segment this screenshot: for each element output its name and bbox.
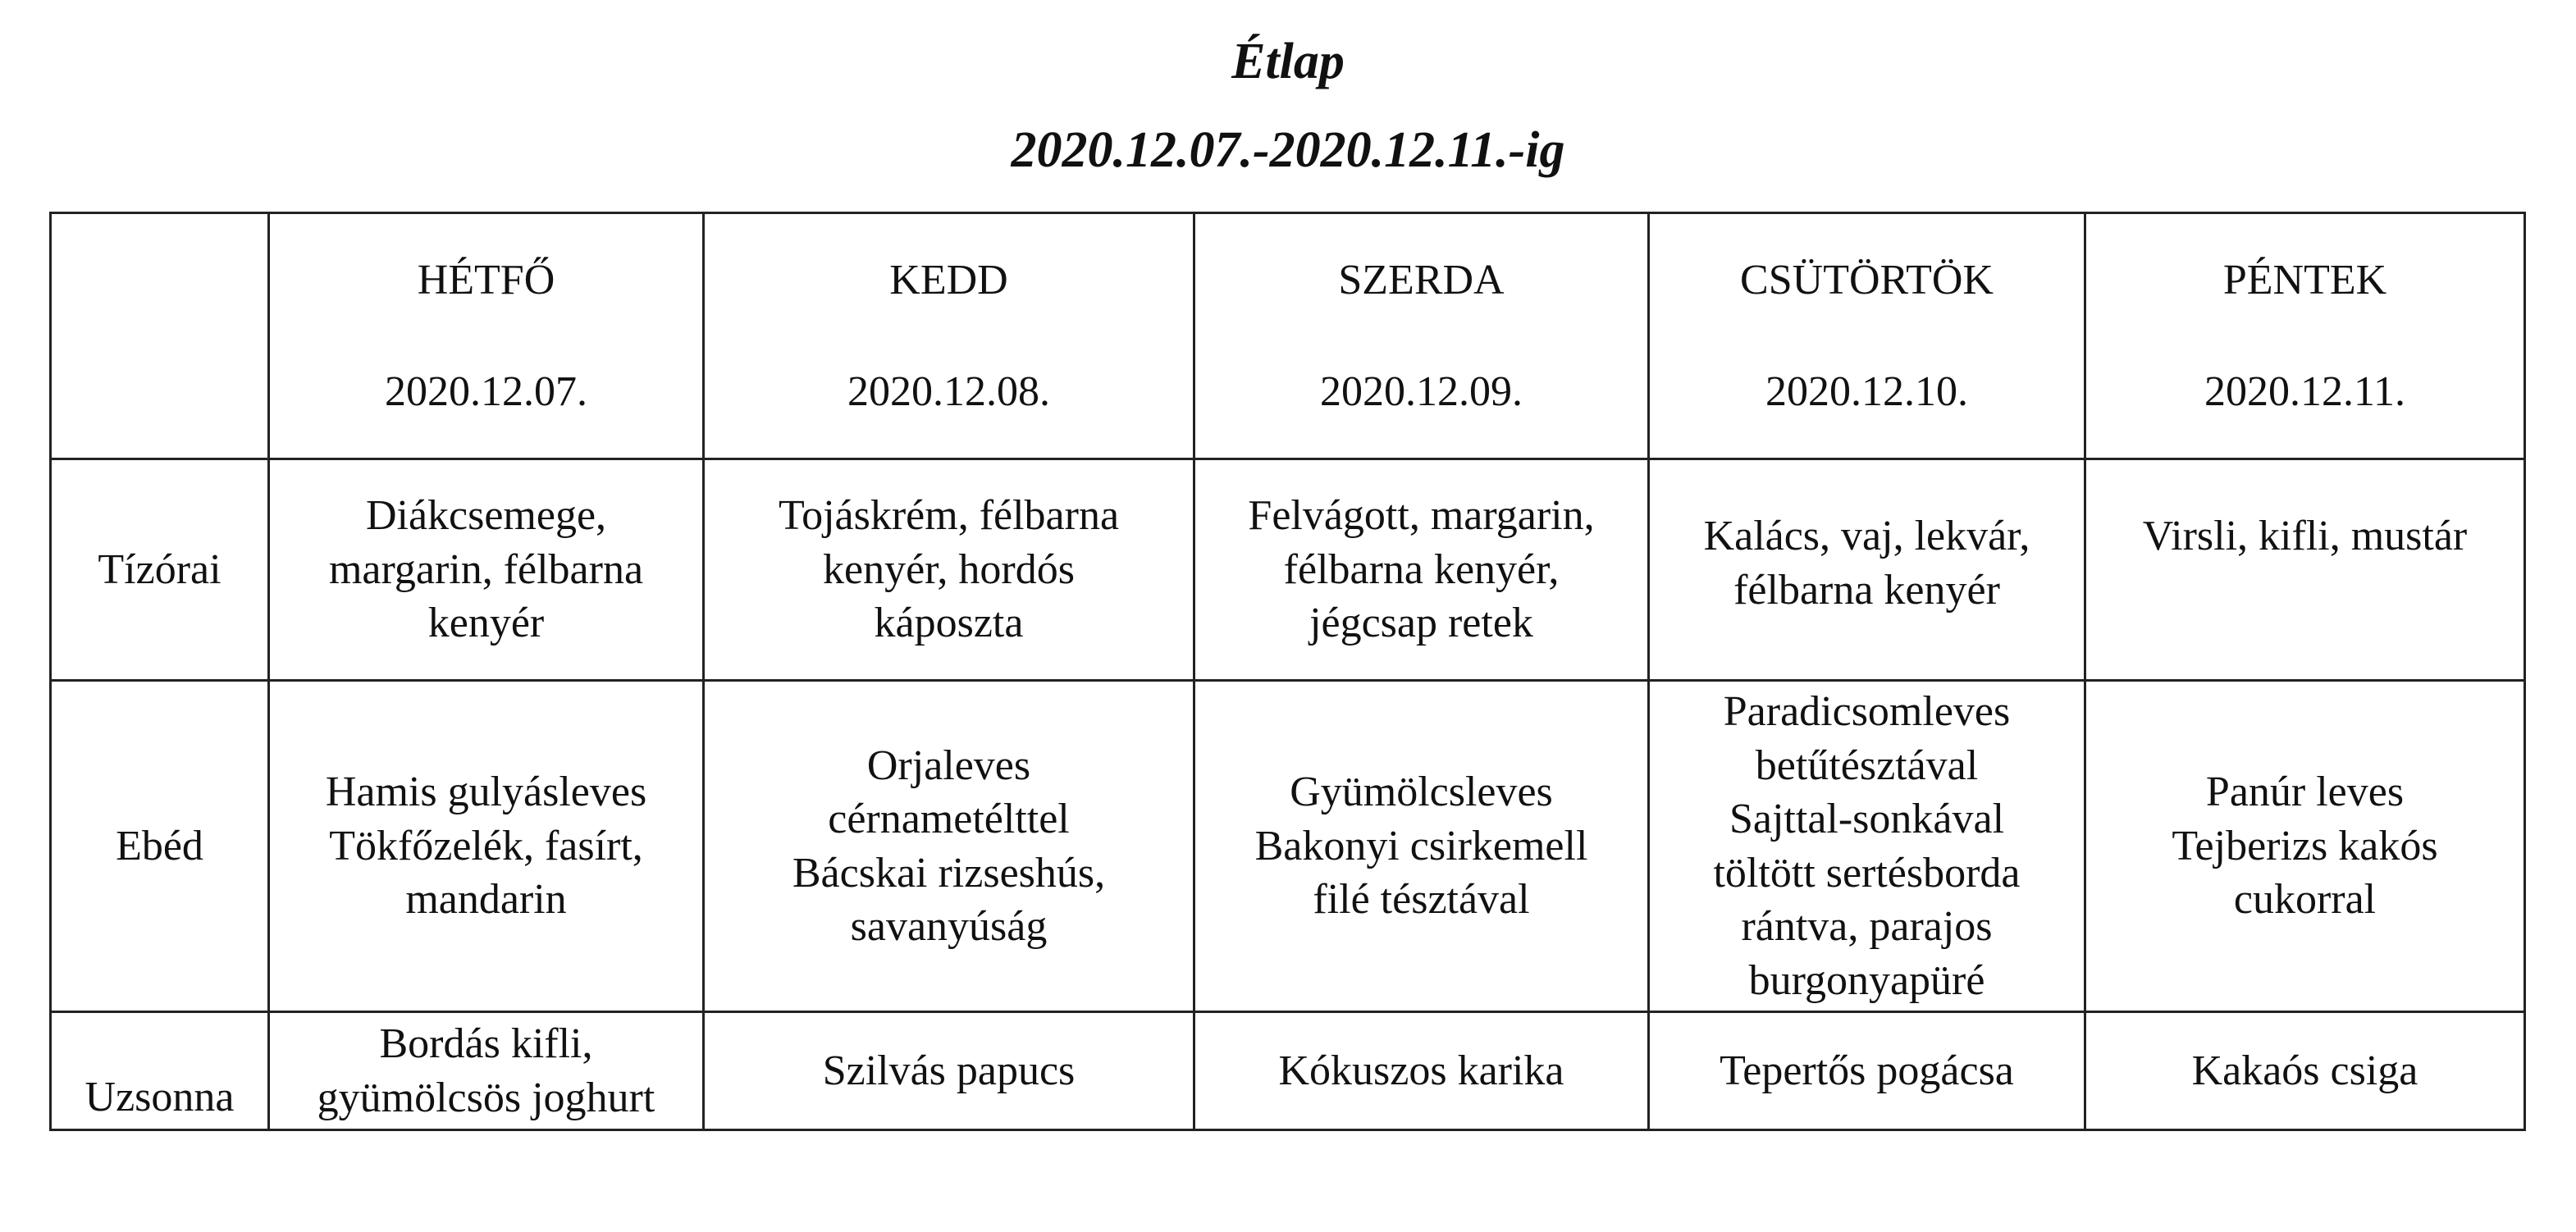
menu-line: Virsli, kifli, mustár — [2142, 513, 2468, 559]
menu-line: Kókuszos karika — [1278, 1047, 1564, 1094]
day-date: 2020.12.08. — [847, 367, 1050, 415]
table-row-tizorai — [51, 459, 2525, 681]
table-header-row — [51, 213, 2525, 459]
day-date: 2020.12.09. — [1320, 367, 1523, 415]
day-name: KEDD — [889, 256, 1008, 303]
menu-line: félbarna kenyér, — [1283, 545, 1560, 593]
menu-cell — [704, 1012, 1194, 1130]
menu-cell — [1649, 1012, 2085, 1130]
day-header-thursday — [1649, 213, 2085, 459]
menu-line: burgonyapüré — [1748, 956, 1985, 1004]
menu-cell — [269, 459, 704, 681]
menu-line: Tökfőzelék, fasírt, — [329, 822, 643, 869]
menu-cell — [1649, 681, 2085, 1012]
day-name: PÉNTEK — [2222, 256, 2387, 303]
menu-cell — [704, 459, 1194, 681]
menu-line: Kalács, vaj, lekvár, — [1703, 513, 2030, 559]
menu-line: gyümölcsös joghurt — [317, 1074, 655, 1121]
menu-cell — [2085, 681, 2525, 1012]
menu-line: Tejberizs kakós — [2172, 822, 2438, 869]
menu-line: félbarna kenyér — [1733, 566, 2000, 614]
menu-line: cukorral — [2233, 876, 2377, 924]
day-date: 2020.12.10. — [1765, 367, 1968, 415]
menu-line: Gyümölcsleves — [1290, 769, 1553, 816]
weekly-menu-table — [49, 212, 2526, 1131]
menu-line: Kakaós csiga — [2191, 1047, 2418, 1094]
menu-line: Szilvás papucs — [822, 1047, 1076, 1094]
date-range-subtitle: 2020.12.07.-2020.12.11.-ig — [1011, 122, 1565, 178]
menu-line: kenyér, hordós — [823, 545, 1075, 593]
menu-line: cérnametélttel — [828, 796, 1070, 843]
menu-line: Bakonyi csirkemell — [1254, 822, 1588, 869]
menu-line: Tojáskrém, félbarna — [778, 492, 1120, 540]
menu-cell — [1194, 459, 1649, 681]
menu-line: jégcsap retek — [1309, 600, 1533, 647]
menu-cell — [1194, 681, 1649, 1012]
menu-line: Tepertős pogácsa — [1720, 1047, 2014, 1094]
menu-line: Sajttal-sonkával — [1729, 796, 2005, 843]
menu-cell — [1194, 1012, 1649, 1130]
day-header-friday — [2085, 213, 2525, 459]
menu-line: Bácskai rizseshús, — [792, 849, 1106, 897]
menu-line: Orjaleves — [866, 741, 1031, 789]
menu-line: mandarin — [405, 876, 567, 924]
day-date: 2020.12.07. — [385, 367, 587, 415]
menu-line: Hamis gulyásleves — [325, 769, 647, 816]
menu-line: Diákcsemege, — [365, 492, 607, 540]
page-title: Étlap — [1231, 34, 1345, 89]
menu-line: Paradicsomleves — [1723, 688, 2011, 735]
day-date: 2020.12.11. — [2204, 367, 2406, 415]
menu-cell — [2085, 459, 2525, 681]
row-label-uzsonna: Uzsonna — [51, 1012, 269, 1130]
menu-cell — [269, 1012, 704, 1130]
day-name: SZERDA — [1338, 256, 1505, 303]
day-name: HÉTFŐ — [417, 256, 555, 303]
table-row-ebed — [51, 681, 2525, 1012]
day-header-monday — [269, 213, 704, 459]
menu-line: töltött sertésborda — [1713, 849, 2021, 897]
menu-line: kenyér — [427, 600, 545, 647]
day-name: CSÜTÖRTÖK — [1740, 256, 1994, 303]
menu-line: Panúr leves — [2205, 769, 2405, 816]
menu-line: Bordás kifli, — [379, 1020, 593, 1068]
menu-line: Felvágott, margarin, — [1248, 492, 1595, 540]
menu-line: betűtésztával — [1755, 741, 1979, 789]
menu-line: savanyúság — [850, 903, 1048, 951]
row-label-ebed: Ebéd — [51, 681, 269, 1012]
corner-cell — [51, 213, 269, 459]
menu-cell — [1649, 459, 2085, 681]
menu-cell — [269, 681, 704, 1012]
table-row-uzsonna — [51, 1012, 2525, 1130]
day-header-tuesday — [704, 213, 1194, 459]
menu-cell — [704, 681, 1194, 1012]
menu-cell — [2085, 1012, 2525, 1130]
menu-line: rántva, parajos — [1741, 903, 1993, 951]
menu-line: filé tésztával — [1313, 876, 1530, 924]
menu-line: káposzta — [874, 600, 1024, 647]
menu-line: margarin, félbarna — [328, 545, 644, 593]
row-label-tizorai: Tízórai — [51, 459, 269, 681]
day-header-wednesday — [1194, 213, 1649, 459]
